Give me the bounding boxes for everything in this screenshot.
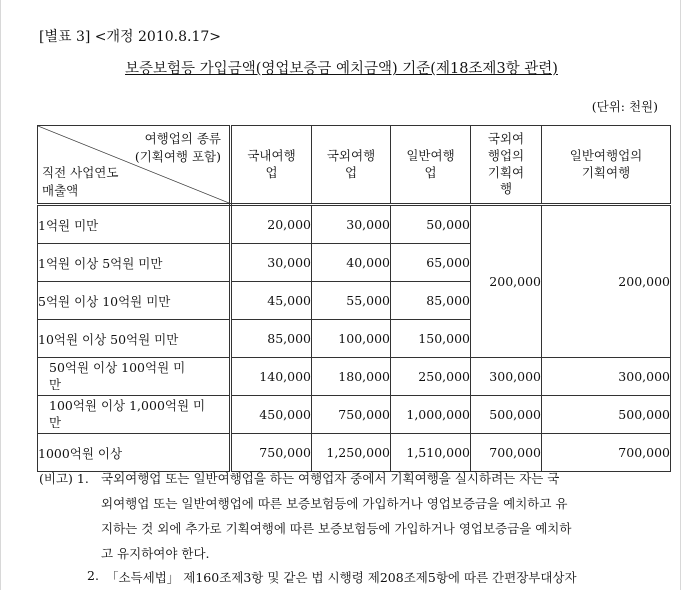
row-label: 100억원 이상 1,000억원 미 만	[38, 396, 231, 434]
row-label: 10억원 이상 50억원 미만	[38, 320, 231, 358]
overseas-amount: 30,000	[312, 205, 391, 244]
column-header-overseas: 국외여행 업	[312, 126, 391, 205]
overseas-planned-amount: 700,000	[471, 434, 542, 472]
table-row	[38, 396, 671, 434]
row-label: 5억원 이상 10억원 미만	[38, 282, 231, 320]
overseas-planned-amount: 500,000	[471, 396, 542, 434]
column-header-domestic: 국내여행 업	[231, 126, 312, 205]
general-planned-amount: 700,000	[542, 434, 671, 472]
table-header-row	[38, 126, 671, 205]
row-label: 1000억원 이상	[38, 434, 231, 472]
domestic-amount: 450,000	[231, 396, 312, 434]
overseas-amount: 750,000	[312, 396, 391, 434]
table-row	[38, 205, 671, 244]
guarantee-amount-table	[37, 125, 671, 472]
corner-header-cell	[38, 126, 231, 205]
overseas-amount: 1,250,000	[312, 434, 391, 472]
general-amount: 1,000,000	[391, 396, 471, 434]
merged-general-planned-amount: 200,000	[542, 205, 671, 358]
domestic-amount: 30,000	[231, 244, 312, 282]
remark-1-line: 고 유지하여야 한다.	[101, 546, 210, 561]
remark-2-line: 「소득세법」 제160조제3항 및 같은 법 시행령 제208조제5항에 따른 간편장부대상자	[106, 570, 577, 585]
remark-2-number: 2.	[87, 568, 99, 583]
table-row	[38, 434, 671, 472]
annex-reference: [별표 3] <개정 2010.8.17>	[39, 29, 221, 45]
row-label: 50억원 이상 100억원 미 만	[38, 358, 231, 396]
column-header-overseas-planned-tour: 국외여 행업의 기획여 행	[471, 126, 542, 205]
remark-1-line: 외여행업 또는 일반여행업에 따른 보증보험등에 가입하거나 영업보증금을 예치하고 유	[101, 496, 568, 511]
merged-overseas-planned-amount: 200,000	[471, 205, 542, 358]
general-amount: 150,000	[391, 320, 471, 358]
remark-1-line: 국외여행업 또는 일반여행업을 하는 여행업자 중에서 기획여행을 실시하려는 자는 국	[101, 471, 560, 486]
domestic-amount: 85,000	[231, 320, 312, 358]
table-row	[38, 358, 671, 396]
general-amount: 85,000	[391, 282, 471, 320]
overseas-amount: 40,000	[312, 244, 391, 282]
sales-header: 직전 사업연도 매출액	[42, 165, 119, 199]
remark-1-line: 지하는 것 외에 추가로 기획여행에 따른 보증보험등에 가입하거나 영업보증금을 예치하	[101, 521, 572, 536]
document-title: 보증보험등 가입금액(영업보증금 예치금액) 기준(제18조제3항 관련)	[125, 61, 558, 77]
domestic-amount: 750,000	[231, 434, 312, 472]
general-amount: 1,510,000	[391, 434, 471, 472]
general-planned-amount: 300,000	[542, 358, 671, 396]
general-amount: 50,000	[391, 205, 471, 244]
overseas-amount: 180,000	[312, 358, 391, 396]
row-label: 1억원 이상 5억원 미만	[38, 244, 231, 282]
domestic-amount: 140,000	[231, 358, 312, 396]
domestic-amount: 20,000	[231, 205, 312, 244]
overseas-amount: 55,000	[312, 282, 391, 320]
general-amount: 65,000	[391, 244, 471, 282]
business-type-header: 여행업의 종류 (기획여행 포함)	[134, 131, 221, 165]
domestic-amount: 45,000	[231, 282, 312, 320]
column-header-general: 일반여행 업	[391, 126, 471, 205]
column-header-general-planned-tour: 일반여행업의 기획여행	[542, 126, 671, 205]
overseas-planned-amount: 300,000	[471, 358, 542, 396]
general-planned-amount: 500,000	[542, 396, 671, 434]
row-label: 1억원 미만	[38, 205, 231, 244]
overseas-amount: 100,000	[312, 320, 391, 358]
remark-prefix: (비고) 1.	[39, 471, 89, 486]
general-amount: 250,000	[391, 358, 471, 396]
unit-note: (단위: 천원)	[591, 99, 658, 114]
